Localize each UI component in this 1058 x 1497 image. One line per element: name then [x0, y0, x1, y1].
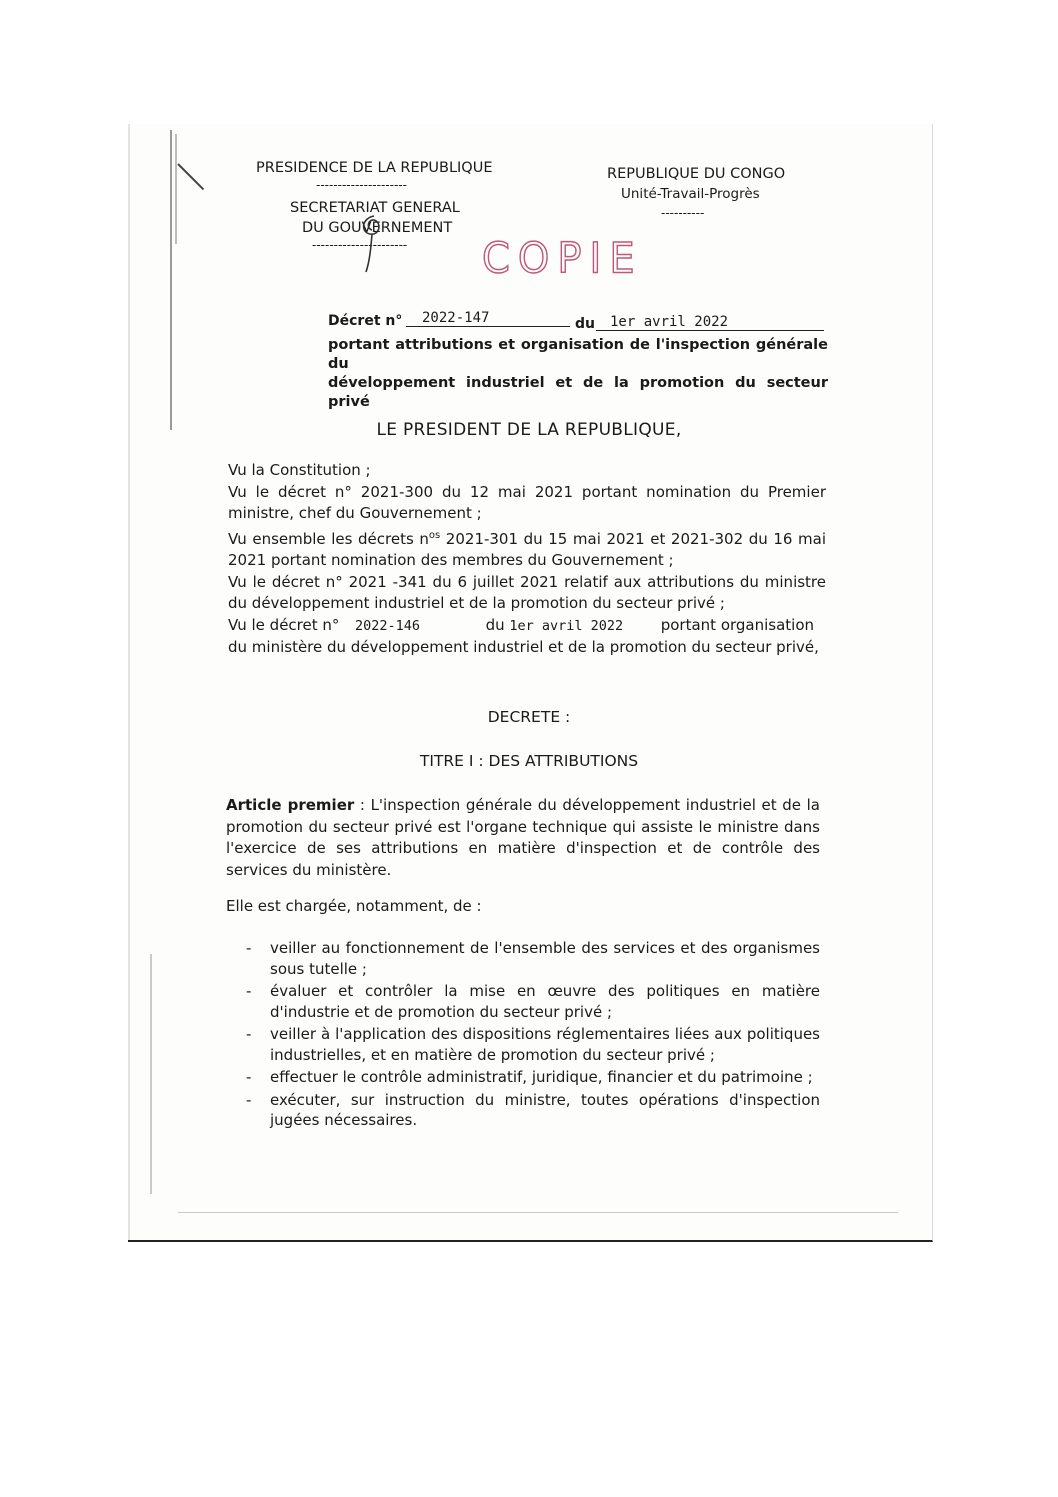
list-item: - évaluer et contrôler la mise en œuvre des politiques en matière d'industrie et de promotion du secteur privé ;	[246, 981, 820, 1022]
article-premier	[226, 795, 820, 881]
header-left-presidence: PRESIDENCE DE LA REPUBLIQUE	[256, 160, 493, 176]
header-right-republique: REPUBLIQUE DU CONGO	[607, 166, 786, 182]
signature-mark	[352, 210, 392, 280]
article-label: Article premier	[226, 796, 355, 814]
list-item: - veiller au fonctionnement de l'ensemble des services et des organismes sous tutelle ;	[246, 938, 820, 979]
visa-decret-attributions: Vu le décret n° 2021 -341 du 6 juillet 2021 relatif aux attributions du ministre du développement industriel et de la promotion du secteur privé ;	[228, 572, 826, 612]
decree-object	[328, 336, 828, 412]
titre-heading: TITRE I : DES ATTRIBUTIONS	[419, 752, 639, 770]
visa-decret-premier-ministre: Vu le décret n° 2021-300 du 12 mai 2021 portant nomination du Premier ministre, chef du Gouvernement ;	[228, 482, 826, 522]
visa-constitution: Vu la Constitution ;	[228, 461, 371, 479]
decree-number-field	[406, 310, 570, 327]
scan-bottom-rule	[178, 1212, 898, 1213]
list-item: - effectuer le contrôle administratif, juridique, financier et du patrimoine ;	[246, 1067, 820, 1088]
scan-margin-line	[150, 954, 152, 1194]
list-item: - veiller à l'application des dispositions réglementaires liées aux politiques industrielles, et en matière de promotion du secteur privé ;	[246, 1024, 820, 1065]
copie-stamp: COPIE	[482, 234, 643, 284]
decrete-heading: DECRETE :	[487, 708, 571, 726]
decree-du: du	[575, 316, 595, 332]
charge-intro: Elle est chargée, notamment, de :	[226, 897, 482, 915]
visa-decret-organisation-cont: du ministère du développement industriel et de la promotion du secteur privé,	[228, 638, 819, 656]
decree-number: 2022-147	[422, 310, 490, 326]
visa-text: Vu ensemble les décrets n	[228, 529, 429, 548]
visa-text: du	[485, 615, 505, 634]
list-item: - exécuter, sur instruction du ministre, toutes opérations d'inspection jugées nécessaires.	[246, 1090, 820, 1131]
visa-superscript: os	[428, 529, 441, 541]
scan-margin-line	[175, 134, 177, 244]
header-left-secretariat: SECRETARIAT GENERAL	[290, 200, 460, 216]
president-title: LE PRESIDENT DE LA REPUBLIQUE,	[376, 420, 682, 440]
header-left-separator: ---------------------	[316, 178, 407, 192]
header-left-gouvernement: DU GOUVERNEMENT	[302, 220, 453, 236]
visa-text: portant organisation	[660, 615, 815, 634]
visa-text: 2021-301 du 15 mai 2021 et 2021-302 du 16 mai 2021 portant nomination des membres du Gouvernement ;	[228, 529, 826, 569]
decree-label: Décret n°	[328, 313, 403, 329]
article-text: : L'inspection générale du développement industriel et de la promotion du secteur privé est l'organe technique qui assiste le ministre dans l'exercice de ses attributions en matière d'inspection et de contrôle des services du ministère.	[226, 796, 820, 879]
visa-decree-date: 1er avril 2022	[509, 617, 624, 634]
header-left-separator: ----------------------	[312, 238, 408, 252]
visa-decrets-gouvernement	[228, 525, 826, 572]
decree-object-line: développement industriel et de la promotion du secteur privé	[328, 375, 828, 410]
decree-date: 1er avril 2022	[610, 314, 729, 330]
header-right-separator: ----------	[661, 206, 705, 220]
page-edge	[128, 124, 130, 1240]
header-right-devise: Unité-Travail-Progrès	[621, 186, 760, 202]
scan-margin-line	[170, 130, 172, 430]
missions-list	[246, 938, 820, 1133]
visas-block	[228, 460, 826, 659]
visa-decret-organisation	[228, 615, 826, 638]
visa-text: Vu le décret n°	[228, 615, 340, 634]
decree-object-line: portant attributions et organisation de l'inspection générale du	[328, 337, 828, 372]
decree-date-field	[596, 314, 824, 331]
visa-decree-number: 2022-146	[354, 617, 420, 634]
